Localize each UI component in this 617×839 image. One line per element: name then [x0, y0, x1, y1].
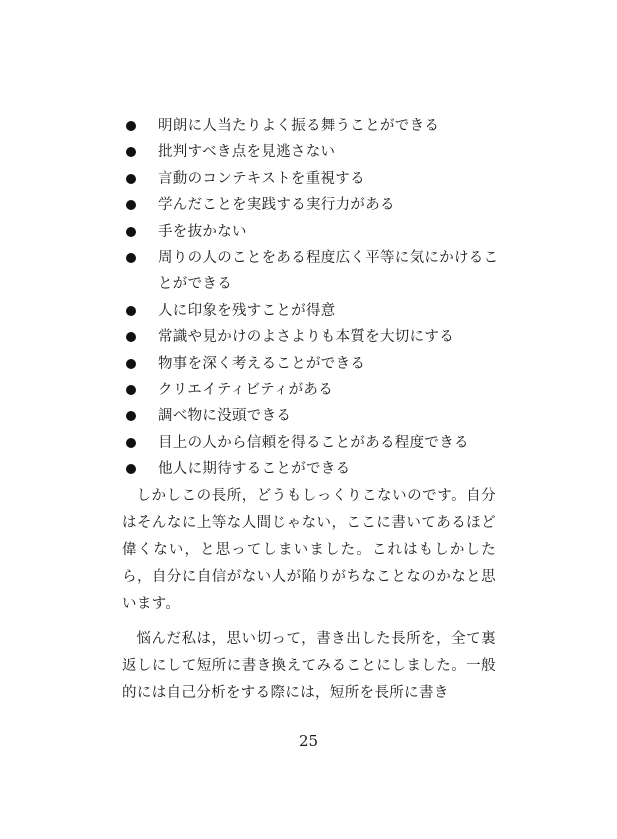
list-item-text: 言動のコンテキストを重視する [158, 170, 365, 187]
list-item-text: 人に印象を残すことが得意 [158, 302, 336, 319]
bullet-icon [126, 227, 136, 237]
paragraph: しかしこの長所，どうもしっくりこないのです。自分はそんなに上等な人間じゃない，ここに書いてあるほど偉くない，と思ってしまいました。これはもしかしたら，自分に自信がない人が陥りがちなことなのかなと思います。 [122, 488, 496, 612]
list-item [124, 139, 504, 165]
list-item [124, 377, 504, 403]
bullet-icon [126, 464, 136, 474]
list-item [124, 219, 504, 245]
list-item [124, 430, 504, 456]
strengths-list [124, 113, 504, 483]
list-item-text: 明朗に人当たりよく振る舞うことができる [158, 118, 440, 134]
list-item-text: クリエイティビティがある [158, 382, 333, 399]
bullet-icon [126, 147, 136, 157]
list-item-text: 物事を深く考えることができる [158, 355, 366, 372]
bullet-icon [126, 438, 136, 448]
list-item-text: 調べ物に没頭できる [158, 408, 292, 425]
list-item-text: 手を抜かない [158, 223, 247, 240]
list-item-text: 常識や見かけのよさよりも本質を大切にする [158, 329, 454, 346]
list-item [124, 113, 504, 139]
list-item-text: 批判すべき点を見逃さない [158, 144, 336, 161]
list-item [124, 456, 504, 482]
list-item-text: 学んだことを実践する実行力がある [158, 197, 395, 214]
list-item-text: 目上の人から信頼を得ることがある程度できる [158, 434, 469, 451]
list-item [124, 192, 504, 218]
bullet-icon [126, 200, 136, 210]
bullet-icon [126, 332, 136, 342]
list-item-text: 周りの人のことをある程度広く平等に気にかけることができる [158, 250, 499, 293]
bullet-icon [126, 359, 136, 369]
bullet-icon [126, 174, 136, 184]
list-item [124, 166, 504, 192]
bullet-icon [126, 253, 136, 263]
list-item [124, 351, 504, 377]
list-item [124, 403, 504, 429]
bullet-icon [126, 411, 136, 421]
list-item [124, 245, 504, 298]
bullet-icon [126, 121, 136, 131]
list-item [124, 324, 504, 350]
body-text [122, 483, 496, 707]
page-number: 25 [298, 732, 319, 750]
list-item [124, 298, 504, 324]
list-item-text: 他人に期待することができる [158, 461, 351, 478]
bullet-icon [126, 306, 136, 316]
bullet-icon [126, 385, 136, 395]
paragraph: 悩んだ私は，思い切って，書き出した長所を，全て裏返しにして短所に書き換えてみることにしました。一般的には自己分析をする際には，短所を長所に書き [122, 631, 496, 701]
